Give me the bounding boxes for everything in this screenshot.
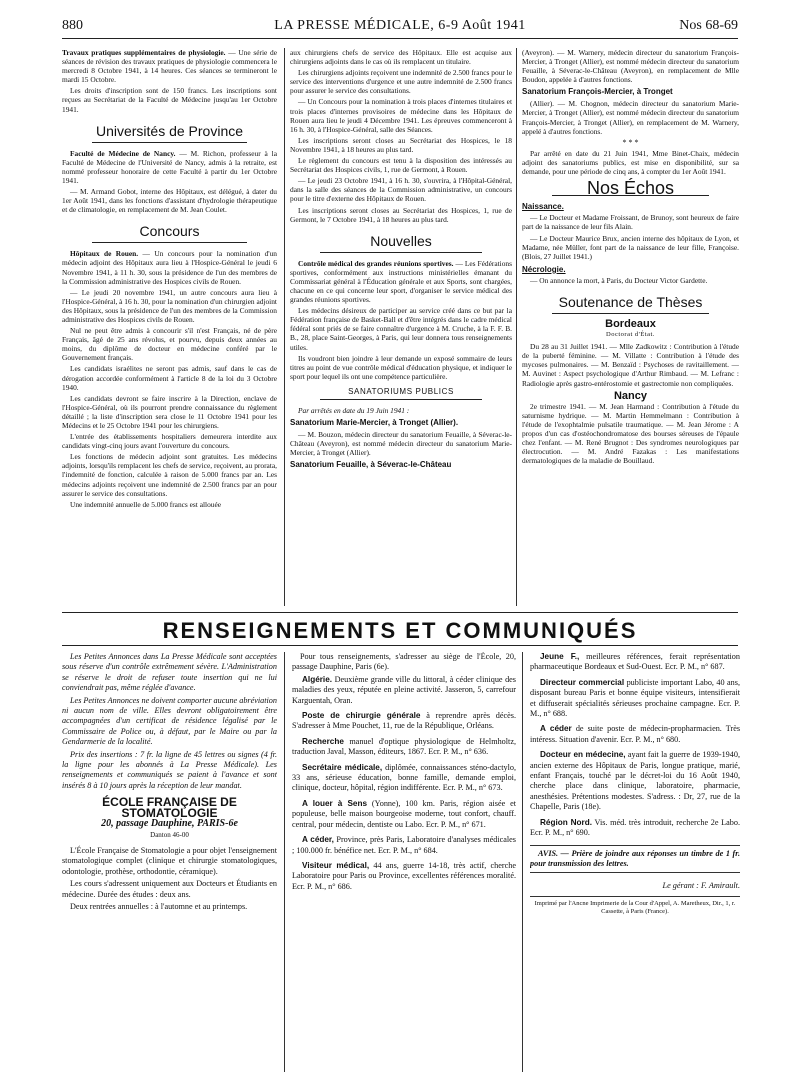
classified-ad-heading: Algérie.: [302, 674, 333, 684]
annonces-column-middle: [292, 652, 516, 1062]
article-paragraph: 2e trimestre 1941. — M. Jean Harmand : Contribution à l'étude du saturnisme hydrique. — M. Martin Hemmelmann : Contribution à l'étude de l'exophtalmie pulsatile traumatique. — M. Jean Jérome : A propos d'un cas d'ostéochondromatose des bourses séreuses de l'épaule chez l'enfant. — M. René Brugnot : Des syndromes neurologiques par électrocution. — M. André Fazakas : Les manifestations dermatologiques de la maladie de Bouillaud.: [522, 401, 739, 466]
classified-ad-text: diplômée, connaissances sténo-dactylo, 33 ans, sérieuse éducation, bonne famille, demande emploi, clinique, docteur, hôpital, région indifférente. Ecr. P. M., n° 673.: [292, 762, 516, 793]
section-title-echos: Nos Échos: [586, 178, 675, 199]
article-nancy: [62, 149, 277, 185]
article-paragraph: Les inscriptions seront closes au Secrétariat des Hospices, 1, rue de Germont, le 7 Octobre 1941, à 18 heures au plus tard.: [290, 205, 512, 224]
section-rule: [92, 242, 247, 243]
article-heading: Travaux pratiques supplémentaires de physiologie.: [62, 48, 226, 57]
page-number: 880: [62, 18, 83, 33]
article-paragraph: Ils voudront bien joindre à leur demande un exposé sommaire de leurs titres au point de vue contrôle médical d'éducation physique, et indiquer le sport pour lequel ils ont une compétence particulière.: [290, 353, 512, 381]
classified-ad-heading: Jeune F.,: [540, 652, 580, 661]
classified-ad: [530, 652, 740, 673]
classified-ad: [530, 818, 740, 839]
article-paragraph: (Allier). — M. Chognon, médecin directeur du sanatorium Marie-Mercier, à Tronget (Allier), est nommé médecin directeur du sanatorium François-Mercier, à Tronget (Allier), en remplacement de M. Warnery, appelé à d'autres fonctions.: [522, 99, 739, 136]
article-rouen: [62, 249, 277, 285]
classified-ad: [530, 724, 740, 745]
article-paragraph: Du 28 au 31 Juillet 1941. — Mlle Zadkowitz : Contribution à l'étude de la puberté féminine. — M. Villatte : Contribution à l'étude des mycoses pulmonaires. — M. Benzaïd : Psychoses de ravitaillement. — M. Auvinet : Aspect psychologique d'Arthur Rimbaud. — M. Lefranc : Radiologie après gastro-entérostomie et gastrectomie non compliquées.: [522, 342, 739, 388]
column-divider: [284, 48, 285, 606]
ecole-paragraph: Les cours s'adressent uniquement aux Docteurs et Étudiants en médecine. Durée des études : deux ans.: [62, 879, 277, 899]
article-heading: Sanatorium Marie-Mercier, à Tronget (Allier).: [290, 418, 459, 428]
issue-number: Nos 68-69: [679, 18, 738, 33]
subsection-naissance: Naissance.: [522, 202, 564, 212]
article-paragraph: L'entrée des établissements hospitaliers demeurera interdite aux candidats vingt-cinq jours avant l'ouverture du concours.: [62, 432, 277, 451]
article-paragraph: — Un Concours pour la nomination à trois places d'internes titulaires et trois places d'internes provisoires de médecine dans les Hôpitaux de Rouen aura lieu le jeudi 4 Décembre 1941. Les épreuves commenceront à 16 h. 30, à l'Hospice-Général, salle des Séances.: [290, 97, 512, 134]
article-paragraph: Les chirurgiens adjoints reçoivent une indemnité de 2.500 francs pour le service des interventions d'urgence et une autre indemnité de 2.500 francs pour assurer le service des consultations.: [290, 68, 512, 96]
ecole-telephone: Danton 46-00: [150, 830, 189, 839]
classified-ad-text: ayant fait la guerre de 1939-1940, ancien externe des Hôpitaux de Paris, longue pratique, marié, enfant Français, touché par le décret-loi du 16 Août 1940, cherche place dans clinique, laboratoire, pharmacie, anesthésies. Prétentions modestes. S'adress. : Dr, 27, rue de la Chapelle, Paris (18e).: [530, 750, 740, 812]
classified-ad: [292, 737, 516, 758]
article-text: — Les Fédérations sportives, conformément aux instructions ministérielles émanant du Commissariat général à l'Éducation générale et aux Sports, sont chargées, chacune en ce qui concerne leur sport, d'organiser le service médical des grandes réunions sportives.: [290, 258, 512, 305]
classified-ad: [530, 750, 740, 812]
classified-ad: [292, 711, 516, 732]
classified-ad-text: Vis. méd. très introduit, recherche 2e Labo. Ecr. P. M., n° 690.: [530, 817, 740, 838]
classified-ad-text: Province, près Paris, Laboratoire d'analyses médicales ; 100.000 fr. bénéfice net. Ecr. P. M., n° 684.: [292, 835, 516, 855]
running-header: [62, 18, 738, 39]
article-paragraph: — Le Docteur Maurice Brux, ancien interne des hôpitaux de Lyon, et Madame, née Müller, font part de la naissance de leur fille, Françoise. (Blois, 27 Juillet 1941.): [522, 233, 739, 261]
classified-ad-text: (Yonne), 100 km. Paris, région aisée et populeuse, belle maison bourgeoise moderne, tout confort, chauff. central, pour médecin, dentiste ou Labo. Ecr. P. M., n° 671.: [292, 798, 516, 829]
article-controle: [290, 259, 512, 304]
horizontal-rule: [62, 612, 738, 613]
article-paragraph: — M. Bouzon, médecin directeur du sanatorium Feuaille, à Séverac-le-Château (Aveyron), est nommé médecin directeur du sanatorium Marie-Mercier, à Tronget (Allier).: [290, 430, 512, 458]
doctorat-label: Doctorat d'État.: [606, 331, 655, 339]
classified-ad: [292, 675, 516, 706]
article-travaux: [62, 48, 277, 84]
classified-ad-text: manuel d'optique physiologique de Helmholtz, traduction Javal, Masson, éditeurs, 1867. Ecr. P. M., n° 636.: [292, 736, 516, 757]
classified-ad-text: à reprendre après décès. S'adresser à Mme Pouchet, 11, rue de la République, Orléans.: [292, 711, 516, 731]
ecole-address: 20, passage Dauphine, PARIS-6e: [101, 818, 238, 830]
annonces-intro: Les Petites Annonces dans La Presse Médicale sont acceptées sous réserve d'un contrôle extrêmement sévère. L'Administration se réserve le droit de refuser toute insertion qui ne lui conviendrait pas, même réglée d'avance.: [62, 652, 277, 693]
article-text: — M. Richon, professeur à la Faculté de Médecine de l'Université de Nancy, admis à la retraite, est nommé professeur honoraire de cette Faculté à partir du 1er Octobre 1941.: [62, 148, 277, 185]
classified-list: [292, 675, 516, 892]
gerant-signature: Le gérant : F. Amirault.: [662, 881, 740, 891]
classified-ad: [292, 861, 516, 892]
printer-imprint: Imprimé par l'Ancne Imprimerie de la Cour d'Appel, A. Maretheux, Dir., 1, r. Cassette, à Paris (France).: [530, 896, 740, 916]
article-paragraph: Les inscriptions seront closes au Secrétariat des Hospices, le 18 Novembre 1941, à 18 heures au plus tard.: [290, 135, 512, 154]
article-text: — Une série de séances de révision des travaux pratiques de physiologie commencera le mercredi 8 Octobre 1941, à 14 heures. Ces séances se termineront le mardi 15 Octobre.: [62, 48, 277, 85]
classified-ad-text: de suite poste de médecin-propharmacien. Très intéress. Situation d'avenir. Ecr. P. M., n° 680.: [530, 724, 740, 744]
renseignements-title: RENSEIGNEMENTS ET COMMUNIQUÉS: [162, 618, 638, 643]
avis-notice: AVIS. — Prière de joindre aux réponses un timbre de 1 fr. pour transmission des lettres.: [530, 845, 740, 874]
article-paragraph: Une indemnité annuelle de 5.000 francs est allouée: [70, 499, 222, 509]
horizontal-rule: [62, 645, 738, 646]
classified-ad-heading: Directeur commercial: [540, 677, 625, 687]
ecole-contact: Pour tous renseignements, s'adresser au siège de l'École, 20, passage Dauphine, Paris (6e).: [292, 652, 516, 672]
column-divider: [516, 48, 517, 606]
article-paragraph: Les candidats israélites ne seront pas admis, sauf dans le cas de dérogation accordée conformément à l'article 8 de la loi du 3 Octobre 1940.: [62, 364, 277, 392]
article-paragraph: Par arrêté en date du 21 Juin 1941, Mme Binet-Chaix, médecin adjoint des sanatoriums publics, est mise en disponibilité, sur sa demande, pour une période de cinq ans, à compter du 1er Août 1941.: [522, 148, 739, 177]
article-paragraph: Les fonctions de médecin adjoint sont gratuites. Les médecins adjoints, lorsqu'ils remplacent les chefs de service, reçoivent, au prorata, l'indemnité de fonction, calculée à raison de 5.000 francs par an. Les médecins adjoints reçoivent une indemnité de 2.500 francs par an pour assurer le service des consultations.: [62, 452, 277, 498]
classified-ad-heading: A céder: [540, 724, 572, 734]
column-3: [522, 48, 739, 608]
classified-ad-heading: Docteur en médecine,: [540, 750, 626, 760]
section-title-sanatoriums: SANATORIUMS PUBLICS: [348, 386, 454, 396]
classified-ad: [530, 678, 740, 720]
ecole-paragraph: Deux rentrées annuelles : à l'automne et au printemps.: [70, 901, 248, 911]
classified-ad-heading: A louer à Sens: [302, 798, 368, 808]
column-2: [290, 48, 512, 608]
classified-ad-heading: Visiteur médical,: [302, 860, 370, 870]
article-paragraph: Nul ne peut être admis à concourir s'il n'est Français, né de père Français, âgé de 25 ans révolus, et pourvu, depuis deux années au moins, du diplôme de docteur en médecine conféré par le Gouvernement français.: [62, 326, 277, 363]
article-heading: Faculté de Médecine de Nancy.: [70, 148, 176, 158]
arrete-line: Par arrêtés en date du 19 Juin 1941 :: [298, 406, 410, 415]
classified-ad-heading: A céder,: [302, 835, 334, 845]
article-paragraph: Le règlement du concours est tenu à la disposition des intéressés au Secrétariat des Hospices civils, 1, rue de Germont, à Rouen.: [290, 156, 512, 175]
section-title-nouvelles: Nouvelles: [370, 232, 432, 249]
article-paragraph: — Le jeudi 23 Octobre 1941, à 16 h. 30, s'ouvrira, à l'Hôpital-Général, dans la salle des séances de la Commission administrative, un concours pour le titre d'externe des Hôpitaux de Rouen.: [290, 176, 512, 204]
annonces-column-right: [530, 652, 740, 1062]
section-rule: [320, 399, 482, 400]
annonces-prix: Prix des insertions : 7 fr. la ligne de 45 lettres ou signes (4 fr. la ligne pour les abonnés à La Presse Médicale). Les renseignements et communiqués se paient à l'avance et sont insérés 8 à 10 jours après la réception de leur mandat.: [62, 749, 277, 790]
article-text: — Un concours pour la nomination d'un médecin adjoint des Hôpitaux aura lieu à l'Hospice-Général le jeudi 6 Novembre 1941, à 11 h. 30, sous la présidence de l'un des membres de la Commission administrative des Hospices civils de Rouen.: [62, 249, 277, 286]
classified-ad: [292, 763, 516, 794]
classified-ad-text: meilleures références, ferait représentation pharmaceutique Bordeaux et Sud-Ouest. Ecr. P. M., n° 687.: [530, 652, 740, 672]
city-heading-bordeaux: Bordeaux: [605, 317, 656, 330]
column-1: [62, 48, 277, 608]
annonces-intro: Les Petites Annonces ne doivent comporter aucune abréviation ni aucun nom de ville. Elles devront obligatoirement être accompagnées d'un certificat de résidence légalisé par le Commissaire de Police ou, à défaut, par le Maire ou par la Gendarmerie de la localité.: [62, 695, 277, 747]
section-rule: [552, 313, 709, 314]
column-divider: [522, 652, 523, 1072]
section-rule: [320, 252, 482, 253]
ecole-paragraph: L'École Française de Stomatologie a pour objet l'enseignement stomatologique complet (clinique et chirurgie stomatologiques, odontologie, prothèse, orthodontie, céramique).: [62, 845, 277, 876]
classified-ad-text: Deuxième grande ville du littoral, à céder clinique des maladies des yeux, réputée en pleine activité. Jasseron, 5, carrefour Karguentah, Oran.: [292, 674, 516, 705]
classified-ad-heading: Recherche: [302, 736, 344, 746]
article-paragraph: Les candidats devront se faire inscrire à la Direction, enclave de l'Hospice-Général, où ils pourront prendre connaissance du règlement détaillé ; la liste d'inscription sera close le 11 Octobre 1941 pour les Médecins et le 25 Octobre 1941 pour les chirurgiens.: [62, 393, 277, 430]
section-title-theses: Soutenance de Thèses: [558, 293, 703, 310]
column-divider: [284, 652, 285, 1072]
classified-ad-heading: Secrétaire médicale,: [302, 762, 383, 772]
classified-ad-text: publiciste important Labo, 40 ans, disposant bureau Paris et bonne équipe visiteurs, intensifierait et diffuserait spécialités sérieuses prochaine campagne. Ecr. P. M., n° 688.: [530, 677, 740, 719]
section-rule: [92, 142, 247, 143]
article-heading: Hôpitaux de Rouen.: [70, 249, 139, 259]
article-heading: Sanatorium François-Mercier, à Tronget: [522, 87, 673, 97]
article-heading: Contrôle médical des grandes réunions sportives.: [298, 258, 454, 268]
classified-ad-heading: Poste de chirurgie générale: [302, 711, 421, 721]
subsection-necrologie: Nécrologie.: [522, 264, 566, 274]
journal-title: LA PRESSE MÉDICALE, 6-9 Août 1941: [274, 18, 526, 33]
section-title-concours: Concours: [139, 223, 200, 240]
article-paragraph: (Aveyron). — M. Warnery, médecin directeur du sanatorium François-Mercier, à Tronget (Allier), est nommé médecin directeur du sanatorium Feuaille, à Séverac-le-Château (Aveyron), en remplacement de Mlle Boudon, appelée à d'autres fonctions.: [522, 48, 739, 85]
classified-ad: [292, 835, 516, 856]
article-heading: Sanatorium Feuaille, à Séverac-le-Château: [290, 460, 452, 470]
classified-ad: [292, 799, 516, 830]
article-paragraph: Les droits d'inscription sont de 150 francs. Les inscriptions sont reçues au Secrétariat de la Faculté de Médecine jusqu'au 1er Octobre 1941.: [62, 86, 277, 114]
classified-ad-heading: Région Nord.: [540, 817, 593, 827]
section-title-universites: Universités de Province: [95, 122, 244, 139]
article-paragraph: aux chirurgiens chefs de service des Hôpitaux. Elle est acquise aux chirurgiens adjoints dans le cas où ils remplacent un titulaire.: [290, 48, 512, 67]
separator-stars: * * *: [622, 137, 639, 147]
ecole-title: ÉCOLE FRANÇAISE DE STOMATOLOGIE: [102, 795, 237, 820]
article-paragraph: — Le Docteur et Madame Froissant, de Brunoy, sont heureux de faire part de la naissance de leur fils Alain.: [522, 213, 739, 232]
annonces-column-left: [62, 652, 277, 1062]
city-heading-nancy: Nancy: [613, 389, 648, 402]
article-paragraph: — Le jeudi 20 novembre 1941, un autre concours aura lieu à l'Hospice-Général, à 16 h. 30, pour la nomination d'un chirurgien adjoint des Hôpitaux, sous la présidence de l'un des membres de la Commission administrative des Hospices civils de Rouen.: [62, 287, 277, 324]
article-paragraph: — M. Armand Gobot, interne des Hôpitaux, est délégué, à dater du 1er Août 1941, dans les fonctions d'assistant d'hydrologie thérapeutique et de climatologie, en remplacement de M. Jean Coulet.: [62, 187, 277, 215]
article-paragraph: Les médecins désireux de participer au service créé dans ce but par la Fédération française de Basket-Ball et d'être intégrés dans le cadre médical fédéral sont priés de se faire connaître d'urgence à M. Cruche, à la F. F. B. B., 28, place Saint-Georges, à Paris, qui leur donnera tous renseignements utiles.: [290, 306, 512, 352]
article-paragraph: — On annonce la mort, à Paris, du Docteur Victor Gardette.: [530, 275, 708, 285]
classified-ad-text: 44 ans, guerre 14-18, très actif, cherche Laboratoire pour Paris ou Province, excellentes références moralité. Ecr. P. M., n° 686.: [292, 860, 516, 891]
classified-list: [530, 652, 740, 839]
